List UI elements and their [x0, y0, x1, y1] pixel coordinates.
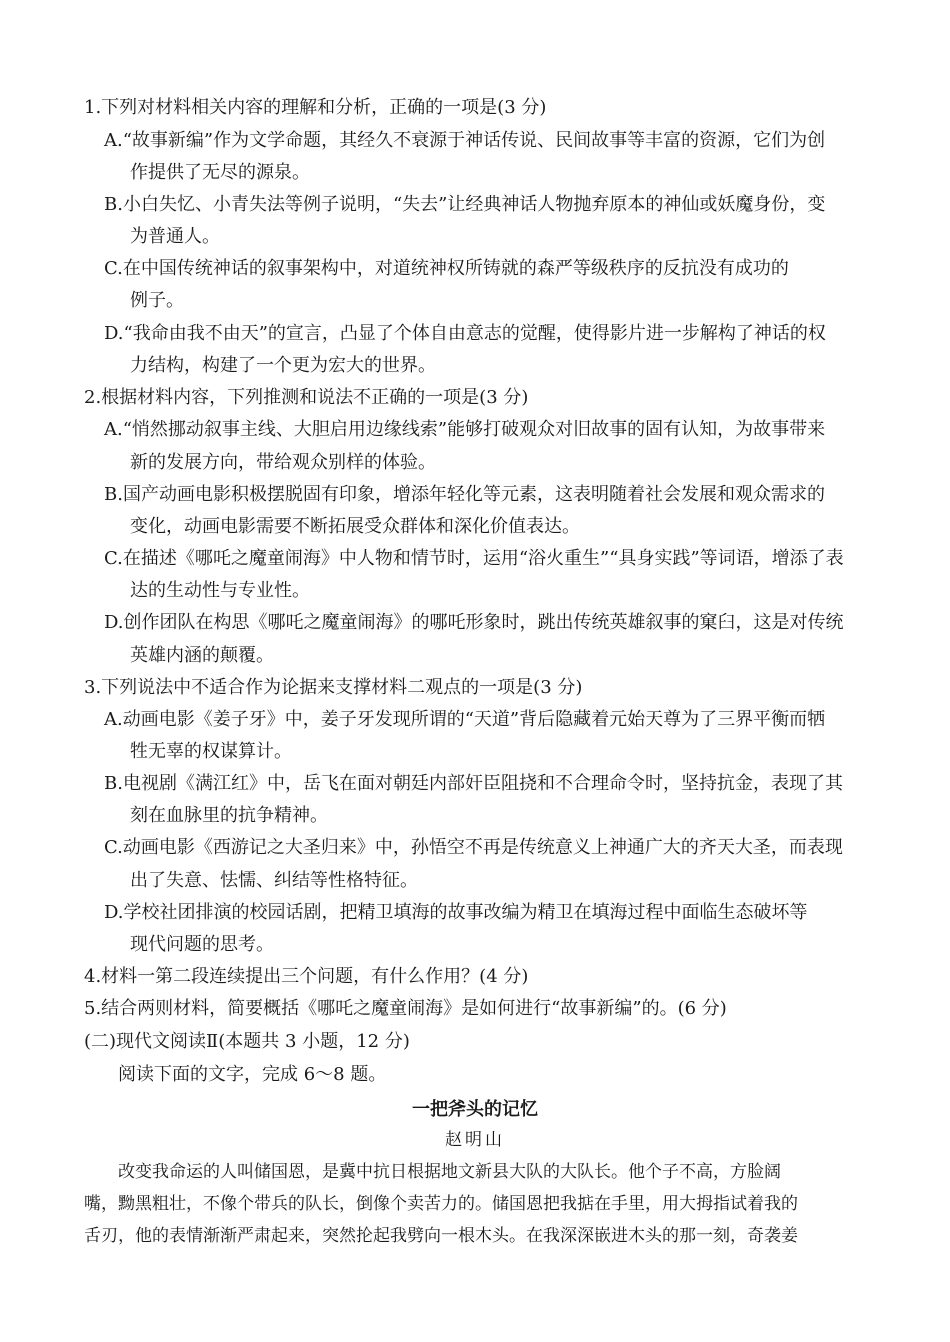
question-3-option-a: A.动画电影《姜子牙》中，姜子牙发现所谓的“天道”背后隐藏着元始天尊为了三界平衡而牺: [104, 709, 826, 730]
question-3-option-d: D.学校社团排演的校园话剧，把精卫填海的故事改编为精卫在填海过程中面临生态破坏等: [104, 902, 808, 923]
question-2-option-d-cont: 英雄内涵的颠覆。: [130, 645, 274, 666]
story-line: 嘴，黝黑粗壮，不像个带兵的队长，倒像个卖苦力的。储国恩把我掂在手里，用大拇指试着我的: [84, 1194, 798, 1214]
question-2-option-b: B.国产动画电影积极摆脱固有印象，增添年轻化等元素，这表明随着社会发展和观众需求的: [104, 484, 825, 505]
question-1-stem: 1.下列对材料相关内容的理解和分析，正确的一项是(3 分): [84, 97, 547, 118]
question-1-option-b-cont: 为普通人。: [130, 226, 220, 247]
question-3-stem: 3.下列说法中不适合作为论据来支撑材料二观点的一项是(3 分): [84, 677, 583, 698]
question-1-option-d: D.“我命由我不由天”的宣言，凸显了个体自由意志的觉醒，使得影片进一步解构了神话的权: [104, 323, 826, 344]
question-3-option-b-cont: 刻在血脉里的抗争精神。: [130, 805, 328, 826]
story-line: 改变我命运的人叫储国恩，是冀中抗日根据地文新县大队的大队长。他个子不高，方脸阔: [84, 1162, 781, 1182]
question-4: 4.材料一第二段连续提出三个问题，有什么作用？(4 分): [84, 966, 529, 987]
question-1-option-a: A.“故事新编”作为文学命题，其经久不衰源于神话传说、民间故事等丰富的资源，它们为创: [104, 130, 826, 151]
question-3-option-c: C.动画电影《西游记之大圣归来》中，孙悟空不再是传统意义上神通广大的齐天大圣，而表现: [104, 837, 843, 858]
question-1-option-b: B.小白失忆、小青失法等例子说明，“失去”让经典神话人物抛弃原本的神仙或妖魔身份，变: [104, 194, 826, 215]
question-1-option-c: C.在中国传统神话的叙事架构中，对道统神权所铸就的森严等级秩序的反抗没有成功的: [104, 258, 789, 279]
question-3-option-c-cont: 出了失意、怯懦、纠结等性格特征。: [130, 870, 418, 891]
question-1-option-d-cont: 力结构，构建了一个更为宏大的世界。: [130, 355, 436, 376]
story-title: 一把斧头的记忆: [412, 1099, 538, 1120]
question-2-option-a: A.“悄然挪动叙事主线、大胆启用边缘线索”能够打破观众对旧故事的固有认知，为故事带来: [104, 419, 826, 440]
question-2-option-c-cont: 达的生动性与专业性。: [130, 580, 310, 601]
section-heading: (二)现代文阅读Ⅱ(本题共 3 小题，12 分): [84, 1031, 410, 1052]
question-1-option-a-cont: 作提供了无尽的源泉。: [130, 162, 310, 183]
section-instruction: 阅读下面的文字，完成 6～8 题。: [118, 1064, 387, 1085]
question-3-option-a-cont: 牲无辜的权谋算计。: [130, 741, 292, 762]
question-3-option-d-cont: 现代问题的思考。: [130, 934, 274, 955]
question-2-option-b-cont: 变化，动画电影需要不断拓展受众群体和深化价值表达。: [130, 516, 580, 537]
question-2-option-a-cont: 新的发展方向，带给观众别样的体验。: [130, 452, 436, 473]
question-5: 5.结合两则材料，简要概括《哪吒之魔童闹海》是如何进行“故事新编”的。(6 分): [84, 998, 727, 1019]
story-line: 舌刃，他的表情渐渐严肃起来，突然抡起我劈向一根木头。在我深深嵌进木头的那一刻，奇袭姜: [84, 1226, 798, 1246]
question-2-option-d: D.创作团队在构思《哪吒之魔童闹海》的哪吒形象时，跳出传统英雄叙事的窠臼，这是对传统: [104, 612, 844, 633]
question-1-option-c-cont: 例子。: [130, 290, 184, 311]
story-author: 赵明山: [445, 1130, 505, 1150]
question-2-option-c: C.在描述《哪吒之魔童闹海》中人物和情节时，运用“浴火重生”“具身实践”等词语，增添了表: [104, 548, 844, 569]
question-3-option-b: B.电视剧《满江红》中，岳飞在面对朝廷内部奸臣阻挠和不合理命令时，坚持抗金，表现了其: [104, 773, 843, 794]
question-2-stem: 2.根据材料内容，下列推测和说法不正确的一项是(3 分): [84, 387, 529, 408]
